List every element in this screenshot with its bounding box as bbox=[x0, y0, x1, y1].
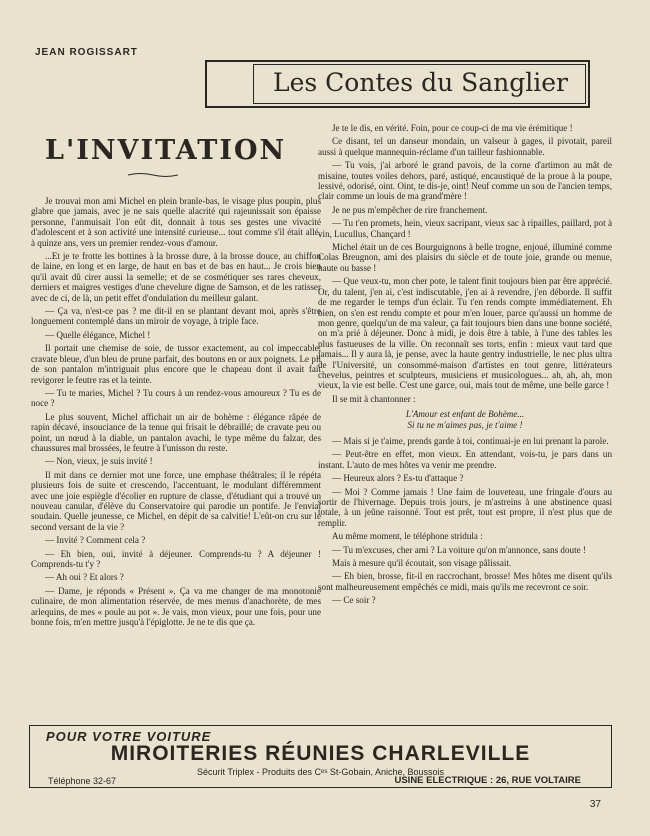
paragraph: — Dame, je réponds « Présent ». Ça va me changer de ma monotonie culinaire, de mon alimentation réservée, de mes menus d'anachorète, de mes arlequins, de mes « poule au pot ». Je vais, mon vieux, pour une fois, pour une bonne fois, m'en mettre jusqu'à l'épiglotte. Je ne te dis que ça. bbox=[31, 585, 321, 628]
paragraph: — Ça va, n'est-ce pas ? me dit-il en se plantant devant moi, après s'être longuement contemplé dans un miroir de voyage, à triple face. bbox=[31, 306, 321, 327]
paragraph: ...Et je te frotte les bottines à la brosse dure, à la brosse douce, au chiffon de laine, en long et en large, de haut en bas et de bas en haut... Je crois bien qu'il avait dû cirer aussi la semelle; et de se cosmétiquer ses rares cheveux, derniers et maigres vestiges d'une chevelure digne de Samson, et de les ratisser avec de ci, de là, un petit effet d'ondulation du meilleur galant. bbox=[31, 251, 321, 303]
paragraph: — Heureux alors ? Es-tu d'attaque ? bbox=[332, 473, 464, 484]
paragraph: — Tu te maries, Michel ? Tu cours à un rendez-vous amoureux ? Tu es de noce ? bbox=[31, 387, 321, 409]
paragraph: Je ne pus m'empêcher de rire franchement. bbox=[332, 204, 488, 215]
song-verse bbox=[318, 409, 612, 430]
series-title-box bbox=[205, 60, 590, 108]
ad-phone: Téléphone 32-67 bbox=[48, 776, 117, 786]
advertisement-box bbox=[29, 725, 612, 788]
paragraph: — Peut-être en effet, mon vieux. En attendant, vois-tu, je pars dans un instant. L'auto de mes hôtes va venir me prendre. bbox=[318, 449, 612, 470]
paragraph: Il se mit à chantonner : bbox=[332, 393, 416, 404]
page-number: 37 bbox=[589, 799, 601, 810]
paragraph: Michel était un de ces Bourguignons à belle trogne, enjoué, illuminé comme Colas Breugnon, ami des plaisirs du siècle et de toute joie, grande ou menue, haute ou basse ! bbox=[318, 242, 612, 273]
author-name: JEAN ROGISSART bbox=[35, 47, 138, 58]
paragraph: — Tu m'excuses, cher ami ? La voiture qu'on m'annonce, sans doute ! bbox=[332, 544, 586, 555]
paragraph: — Ce soir ? bbox=[332, 595, 376, 606]
paragraph: — Que veux-tu, mon cher pote, le talent finit toujours bien par être apprécié. Or, du talent, j'en ai, c'est indiscutable, j'en ai à revendre, j'en déborde. Il suffit de me regarder le temps d'un éclair. Tu t'en rends compte immédiatement. Eh bien, on s'en est rendu compte et pour m'en louer, parce qu'aussi un homme de mon genre, quelqu'un de ma valeur, ça fait toujours bien dans une bonne société, on m'a prié à déjeuner. Donc à midi, je dois être à table, à l'une des tables les plus fastueuses de la ville. On reconnaît ses torts, enfin : mieux vaut tard que jamais... Il y aura là, je pense, avec la haute gentry industrielle, le nec plus ultra de l'Université, un consommé-maison d'artistes en tout genre, littérateurs chevelus, peintres et sculpteurs, musiciens et musicologues... ah, ah, ah, mon vieux, la vie est belle. C'est une garce, oui, mais tout de même, une belle garce ! bbox=[318, 276, 612, 391]
verse-line: Si tu ne m'aimes pas, je t'aime ! bbox=[407, 419, 523, 430]
paragraph: Je trouvai mon ami Michel en plein branle-bas, le visage plus poupin, plus glabre que jamais, avec je ne sais quelle alacrité qui rajeunissait son épaisse personne, l'anmuisait l'on eût dit, donnait à tous ses gestes une vivacité d'adolescent et à son activité une intensité curieuse... tout comme s'il était allé, à quinze ans, vers un premier rendez-vous d'amour. bbox=[31, 196, 321, 248]
paragraph: Mais à mesure qu'il écoutait, son visage pâlissait. bbox=[332, 558, 512, 569]
paragraph: — Mais si je t'aime, prends garde à toi, continuai-je en lui prenant la parole. bbox=[332, 435, 609, 446]
paragraph: — Non, vieux, je suis invité ! bbox=[45, 456, 153, 467]
right-column bbox=[318, 123, 612, 609]
verse-line: L'Amour est enfant de Bohème... bbox=[405, 409, 525, 420]
paragraph: Il mit dans ce dernier mot une force, une emphase théâtrales; il le répéta plusieurs fois de suite et crescendo, l'accentuant, le modulant différemment avec une joie espiègle d'écolier en rupture de classe, d'étudiant qui a trouvé un nouveau canular, d'élève du Conservatoire qui parodie un pontife. Je l'enviai soudain. Quelle jeunesse, ce Michel, en dépit de sa calvitie! L'eût-on cru sur le second versant de la vie ? bbox=[31, 469, 321, 532]
paragraph: Ce disant, tel un danseur mondain, un valseur à gages, il pivotait, pareil aussi à quelque mannequin-réclame d'un tailleur fashionnable. bbox=[318, 136, 612, 157]
paragraph: — Quelle élégance, Michel ! bbox=[45, 329, 151, 340]
ad-brand: MIROITERIES RÉUNIES CHARLEVILLE bbox=[110, 742, 531, 765]
series-title: Les Contes du Sanglier bbox=[273, 68, 568, 97]
left-column bbox=[31, 196, 321, 630]
paragraph: Au même moment, le téléphone stridula : bbox=[332, 531, 483, 542]
article-title: L'INVITATION bbox=[45, 135, 287, 166]
ad-address: USINE ELECTRIQUE : 26, RUE VOLTAIRE bbox=[394, 775, 581, 786]
paragraph: Je te le dis, en vérité. Foin, pour ce coup-ci de ma vie érémitique ! bbox=[332, 123, 573, 133]
paragraph: — Invité ? Comment cela ? bbox=[45, 535, 146, 546]
paragraph: Le plus souvent, Michel affichait un air de bohème : élégance râpée de rapin décavé, insouciance de la tenue qui frisait le débraillé; de cravate peu ou point, un nœud à la diable, un pantalon avachi, le type même du falzar, des chaussures mal brossées, le feutre à l'unisson du reste. bbox=[31, 411, 321, 453]
ad-headline: POUR VOTRE VOITURE bbox=[46, 729, 212, 744]
paragraph: — Ah oui ? Et alors ? bbox=[45, 572, 124, 583]
paragraph: — Moi ? Comme jamais ! Une faim de louveteau, une fringale d'ours au sortir de l'hivernage. Depuis trois jours, je m'astreins à une abstinence quasi totale, à un jeûne raisonné. Tout est prêt, tout est propre, il n'est plus que de remplir. bbox=[318, 486, 612, 528]
paragraph: — Eh bien, brosse, fit-il en raccrochant, brosse! Mes hôtes me disent qu'ils sont malheureusement empêchés ce midi, mais qu'ils me recevront ce soir. bbox=[318, 571, 612, 592]
paragraph: — Tu vois, j'ai arboré le grand pavois, de la corne d'artimon au mât de misaine, toutes voiles dehors, paré, astiqué, encaustiqué de la proue à la poupe, lessivé, odorisé, oint. Oint, te dis-je, oint! Neuf comme un sou de l'ancien temps, clair comme un louis de ma grand'mère ! bbox=[318, 160, 612, 202]
title-ornament-icon bbox=[128, 172, 178, 178]
paragraph: — Tu t'en promets, hein, vieux sacripant, vieux sac à ripailles, paillard, pot à vin, Lucullus, Chançard ! bbox=[318, 218, 612, 239]
paragraph: — Eh bien, oui, invité à déjeuner. Comprends-tu ? A déjeuner ! Comprends-tu t'y ? bbox=[31, 548, 321, 569]
paragraph: Il portait une chemise de soie, de tussor exactement, au col impeccable, cravate bleue, d'un bleu de prune parfait, des boutons en or aux poignets. Le pli de son pantalon m'intriguait plus encore que le chapeau dont il avait fait revigorer le feutre ras et la teinte. bbox=[31, 343, 321, 385]
ad-subline: Sécurit Triplex - Produits des Cᵉˢ St-Gobain, Aniche, Boussois bbox=[196, 767, 444, 777]
